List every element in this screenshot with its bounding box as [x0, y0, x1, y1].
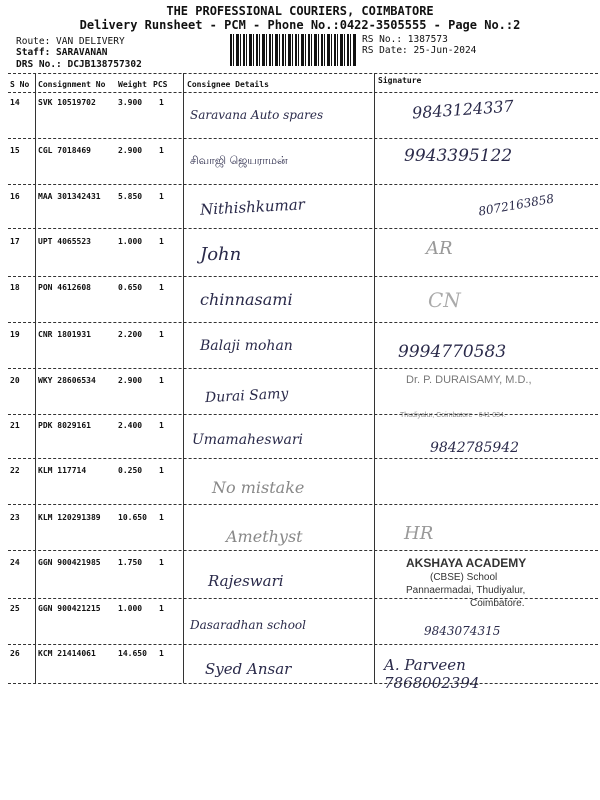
row-consignee: Balaji mohan	[200, 338, 293, 354]
col-consignment: Consignment No	[38, 80, 106, 89]
row-consignment: CGL 7018469	[38, 146, 91, 155]
row-signature: CN	[428, 288, 461, 312]
row-signature: 9843074315	[424, 624, 501, 638]
row-pcs: 1	[159, 376, 164, 385]
row-consignee: No mistake	[212, 478, 305, 497]
row-consignee: chinnasami	[200, 290, 293, 309]
row-divider	[8, 644, 598, 645]
row-pcs: 1	[159, 513, 164, 522]
row-consignment: PON 4612608	[38, 283, 91, 292]
row-signature: 9842785942	[430, 440, 520, 456]
row-sno: 14	[10, 98, 20, 107]
row-pcs: 1	[159, 146, 164, 155]
row-signature: HR	[404, 523, 434, 544]
row-pcs: 1	[159, 421, 164, 430]
column-divider	[35, 73, 36, 683]
row-weight: 1.750	[118, 558, 143, 567]
row-divider	[8, 368, 598, 369]
row-weight: 2.200	[118, 330, 143, 339]
row-sno: 25	[10, 604, 20, 613]
row-signature: A. Parveen 7868002394	[384, 656, 480, 692]
row-weight: 2.400	[118, 421, 143, 430]
row-sno: 21	[10, 421, 20, 430]
row-consignment: MAA 301342431	[38, 192, 101, 201]
row-consignee: Umamaheswari	[192, 432, 304, 448]
row-consignee: Nithishkumar	[199, 195, 306, 219]
row-divider	[8, 184, 598, 185]
school-stamp-city: Coimbatore.	[470, 598, 525, 609]
row-weight: 14.650	[118, 649, 147, 658]
row-sno: 22	[10, 466, 20, 475]
row-divider	[8, 414, 598, 415]
row-divider	[8, 550, 598, 551]
row-sno: 16	[10, 192, 20, 201]
row-consignment: SVK 10519702	[38, 98, 96, 107]
row-weight: 2.900	[118, 146, 143, 155]
row-weight: 1.000	[118, 237, 143, 246]
school-stamp-type: (CBSE) School	[430, 572, 498, 583]
row-consignment: UPT 4065523	[38, 237, 91, 246]
row-divider	[8, 504, 598, 505]
row-consignee: Dasaradhan school	[190, 618, 306, 632]
col-pcs: PCS	[153, 80, 168, 89]
col-weight: Weight	[118, 80, 147, 89]
row-sno: 24	[10, 558, 20, 567]
barcode	[230, 34, 356, 66]
company-title: THE PROFESSIONAL COURIERS, COIMBATORE	[166, 4, 434, 18]
row-pcs: 1	[159, 649, 164, 658]
school-stamp-address: Pannaermadai, Thudiyalur,	[406, 585, 526, 596]
row-weight: 1.000	[118, 604, 143, 613]
row-pcs: 1	[159, 604, 164, 613]
runsheet-title: Delivery Runsheet - PCM - Phone No.:0422-3505555 - Page No.:2	[79, 18, 521, 32]
row-consignment: WKY 28606534	[38, 376, 96, 385]
row-consignment: GGN 900421985	[38, 558, 101, 567]
row-consignee: John	[200, 244, 242, 265]
row-weight: 0.250	[118, 466, 143, 475]
doctor-stamp: Dr. P. DURAISAMY, M.D.,	[406, 374, 532, 386]
row-divider	[8, 598, 598, 599]
row-sno: 15	[10, 146, 20, 155]
col-signature: Signature	[378, 76, 422, 85]
row-sno: 17	[10, 237, 20, 246]
row-signature: 9843124337	[411, 96, 515, 123]
row-consignment: PDK 8029161	[38, 421, 91, 430]
row-consignment: KLM 117714	[38, 466, 87, 475]
row-consignment: GGN 900421215	[38, 604, 101, 613]
row-sno: 20	[10, 376, 20, 385]
row-sno: 23	[10, 513, 20, 522]
row-pcs: 1	[159, 283, 164, 292]
row-consignment: KLM 120291389	[38, 513, 101, 522]
rs-no-label: RS No.: 1387573	[362, 34, 448, 45]
row-consignee: Rajeswari	[208, 572, 284, 590]
column-divider	[374, 73, 375, 683]
row-divider	[8, 276, 598, 277]
table-top-rule	[8, 73, 598, 74]
row-consignee: Amethyst	[226, 527, 303, 546]
drs-label: DRS No.: DCJB138757302	[16, 59, 142, 70]
row-signature: 8072163858	[477, 191, 555, 219]
row-divider	[8, 458, 598, 459]
row-consignee: Syed Ansar	[205, 660, 292, 678]
row-signature: 9994770583	[398, 342, 507, 362]
row-consignee: Saravana Auto spares	[190, 108, 324, 122]
row-signature: AR	[426, 238, 453, 259]
route-label: Route: VAN DELIVERY	[16, 36, 125, 47]
table-header-rule	[8, 92, 598, 93]
col-consignee: Consignee Details	[187, 80, 269, 89]
row-divider	[8, 322, 598, 323]
row-consignee: சிவாஜி ஜெயராமன்	[190, 154, 288, 167]
school-stamp: AKSHAYA ACADEMY	[406, 556, 527, 570]
row-pcs: 1	[159, 98, 164, 107]
row-consignee: Durai Samy	[204, 385, 289, 407]
row-sno: 18	[10, 283, 20, 292]
row-consignment: CNR 1801931	[38, 330, 91, 339]
rs-date-label: RS Date: 25-Jun-2024	[362, 45, 477, 56]
staff-label: Staff: SARAVANAN	[16, 47, 108, 58]
row-pcs: 1	[159, 192, 164, 201]
row-weight: 3.900	[118, 98, 143, 107]
row-signature: 9943395122	[404, 146, 513, 166]
row-weight: 2.900	[118, 376, 143, 385]
col-sno: S No	[10, 80, 30, 89]
row-sno: 19	[10, 330, 20, 339]
row-sno: 26	[10, 649, 20, 658]
table-bottom-rule	[8, 683, 598, 684]
row-consignment: KCM 21414061	[38, 649, 96, 658]
row-pcs: 1	[159, 558, 164, 567]
row-weight: 5.850	[118, 192, 143, 201]
row-pcs: 1	[159, 237, 164, 246]
row-divider	[8, 138, 598, 139]
row-pcs: 1	[159, 466, 164, 475]
doctor-stamp-address: Thudiyalur, Coimbatore - 641 034.	[400, 412, 506, 419]
row-pcs: 1	[159, 330, 164, 339]
row-weight: 10.650	[118, 513, 147, 522]
row-divider	[8, 228, 598, 229]
column-divider	[183, 73, 184, 683]
row-weight: 0.650	[118, 283, 143, 292]
